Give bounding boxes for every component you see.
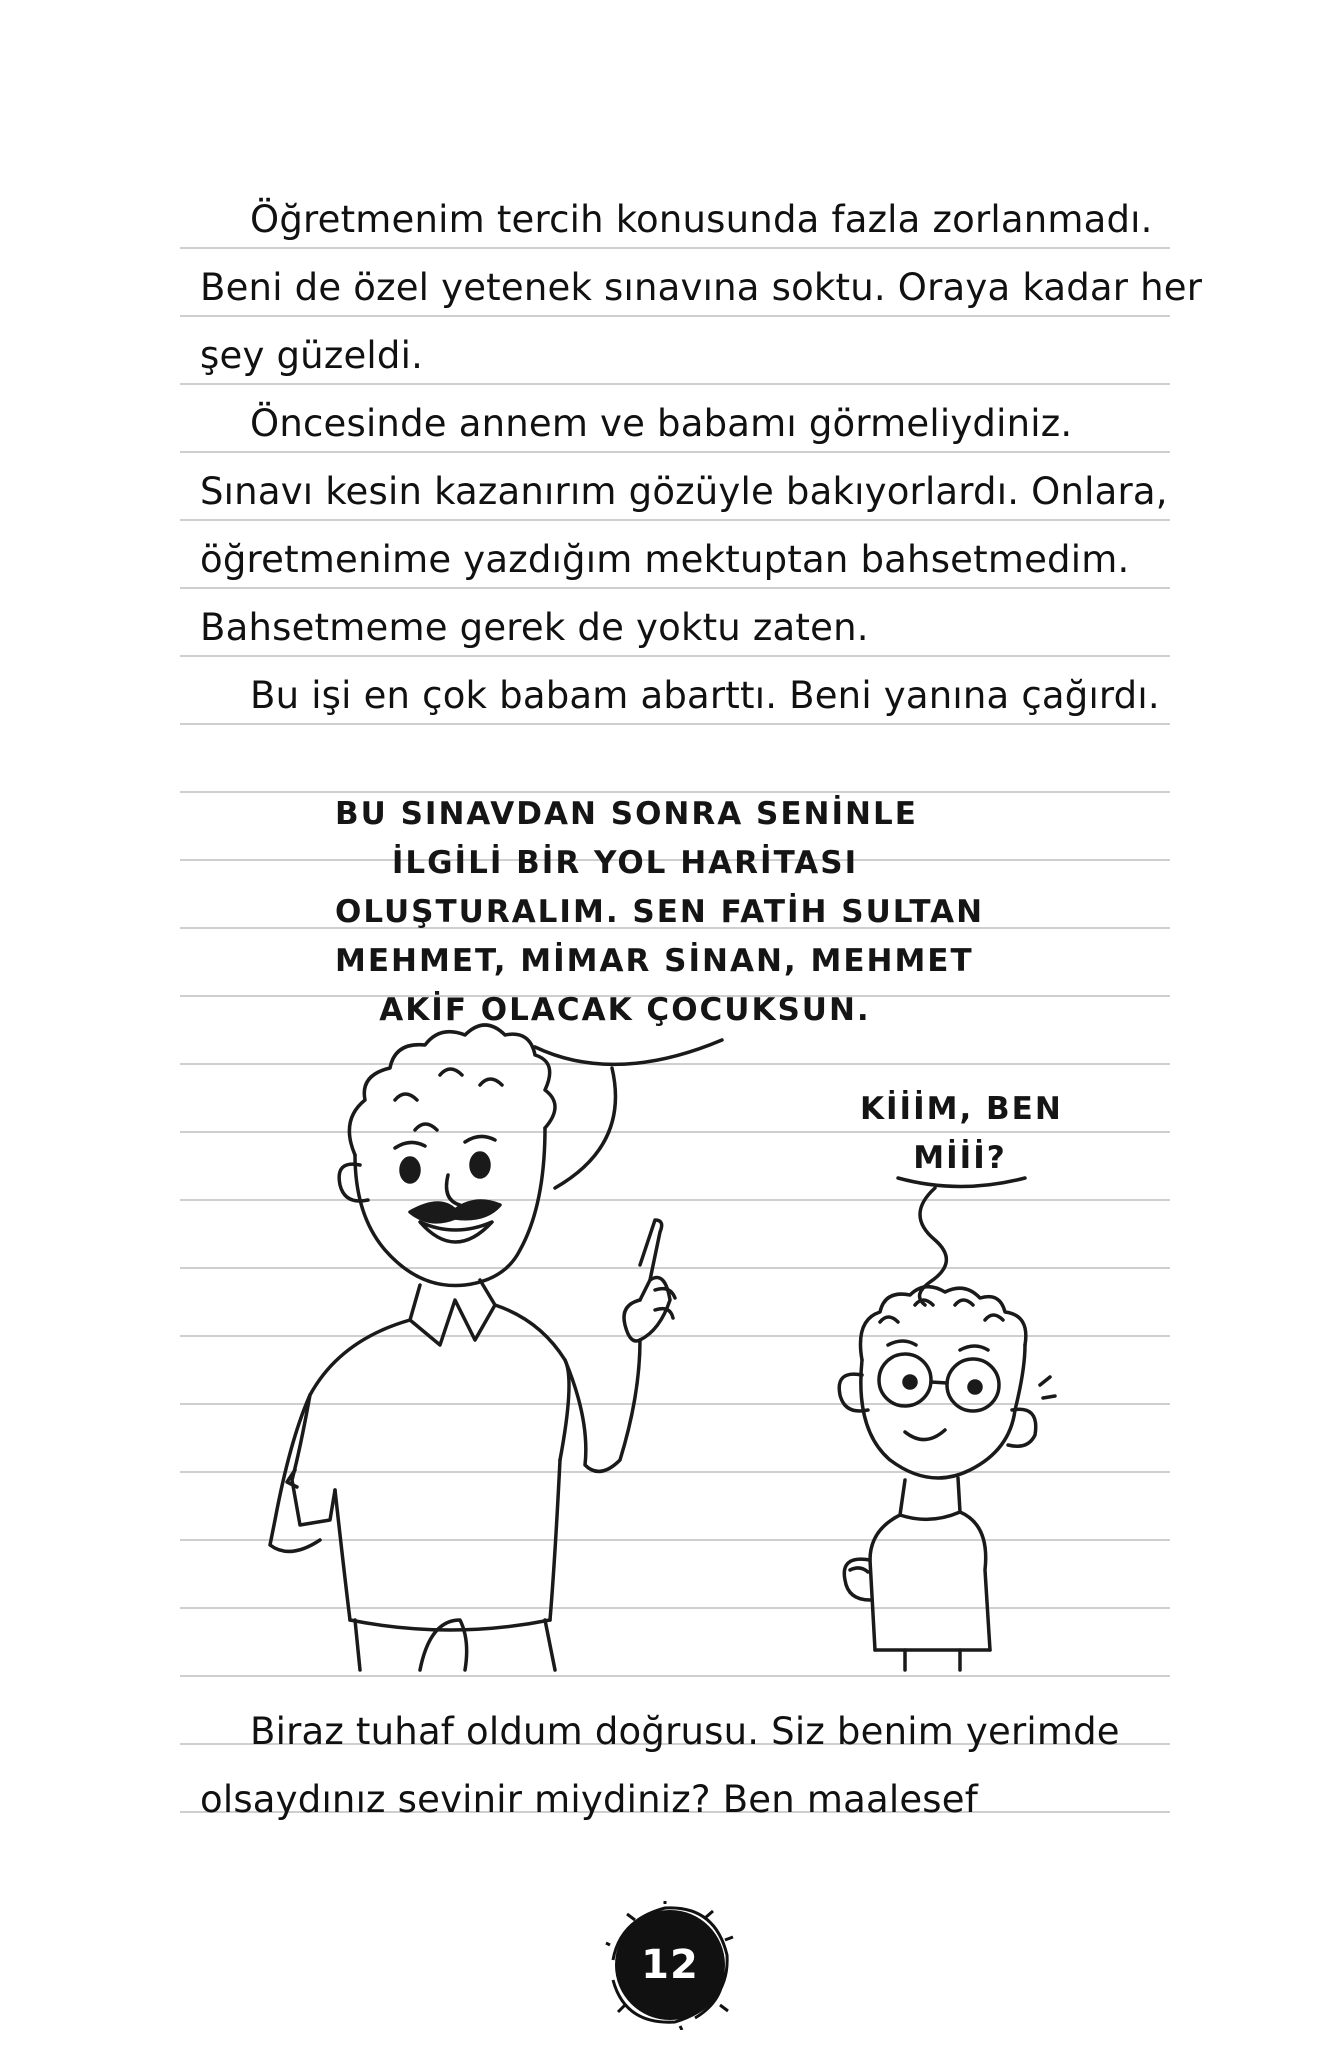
child-speech-bubble [860, 1085, 1063, 1183]
speech-line: KİİİM, BEN [860, 1091, 1063, 1127]
paragraph-line: olsaydınız sevinir miydiniz? Ben maalesef [200, 1778, 978, 1821]
paragraph-line: Sınavı kesin kazanırım gözüyle bakıyorlardı. Onlara, [200, 470, 1168, 513]
paragraph-line: Öncesinde annem ve babamı görmeliydiniz. [250, 402, 1073, 445]
paragraph-line: Bahsetmeme gerek de yoktu zaten. [200, 606, 869, 649]
speech-line: AKİF OLACAK ÇOCUKSUN. [379, 992, 871, 1028]
paragraph-line: Beni de özel yetenek sınavına soktu. Oraya kadar her [200, 266, 1203, 309]
speech-line: BU SINAVDAN SONRA SENİNLE [335, 796, 918, 832]
father-speech-tail [535, 1040, 722, 1064]
paragraph-line: Biraz tuhaf oldum doğrusu. Siz benim yerimde [250, 1710, 1120, 1753]
child-figure [839, 1287, 1055, 1670]
speech-line: İLGİLİ BİR YOL HARİTASI [391, 845, 859, 881]
speech-line: Mİİİ? [913, 1140, 1007, 1176]
page-number-badge [605, 1900, 735, 2030]
speech-line: OLUŞTURALIM. SEN FATİH SULTAN [335, 894, 985, 930]
paragraph-line: Bu işi en çok babam abarttı. Beni yanına çağırdı. [250, 674, 1160, 717]
paragraph-line: şey güzeldi. [200, 334, 424, 377]
father-speech-bubble [335, 790, 985, 1035]
speech-line: MEHMET, MİMAR SİNAN, MEHMET [335, 943, 974, 979]
paragraph-line: öğretmenime yazdığım mektuptan bahsetmedim. [200, 538, 1130, 581]
father-speech-tail [555, 1068, 615, 1188]
paragraph-line: Öğretmenim tercih konusunda fazla zorlanmadı. [250, 198, 1153, 241]
father-figure [270, 1025, 675, 1670]
page-number: 12 [641, 1942, 699, 1988]
